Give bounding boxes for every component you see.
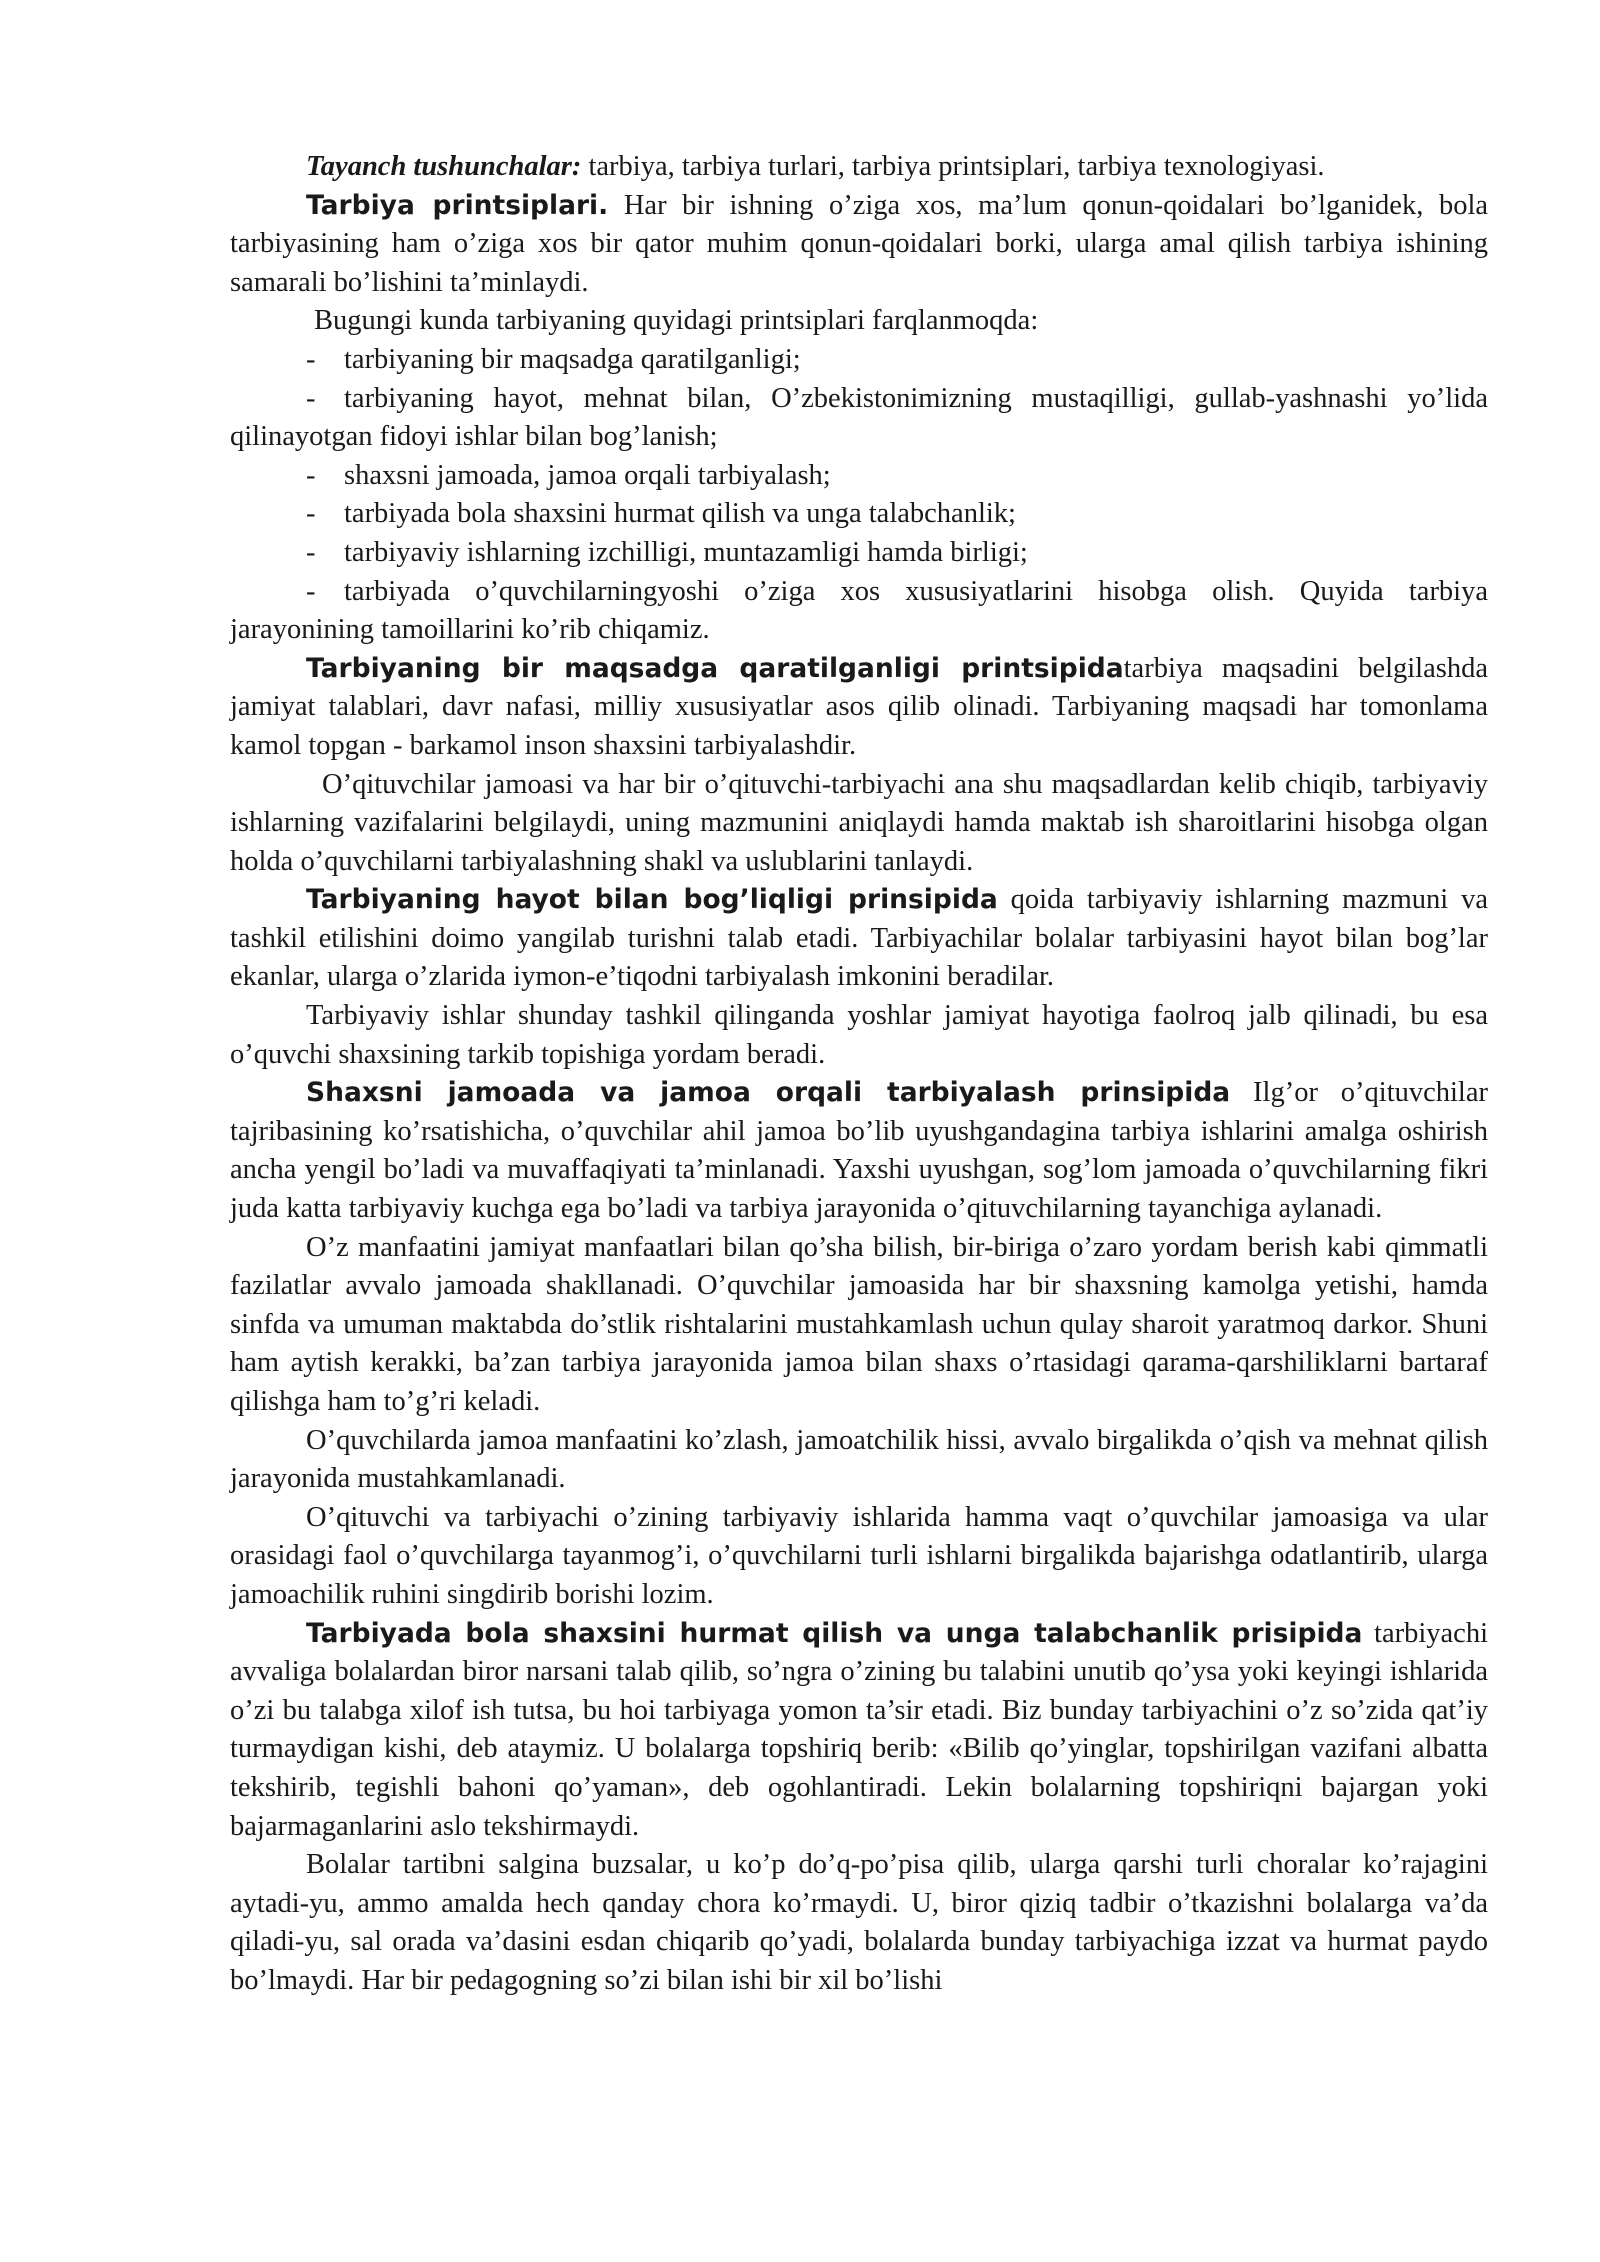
list-item bbox=[230, 380, 1488, 457]
list-item bbox=[230, 573, 1488, 650]
interest-paragraph: O’z manfaatini jamiyat manfaatlari bilan qo’sha bilish, bir-biriga o’zaro yordam berish kabi qimmatli fazilatlar avvalo jamoada shakllanadi. O’quvchilar jamoasida har bir shaxsning kamolga yetishi, hamda sinfda va umuman maktabda do’stlik rishtalarini mustahkamlash uchun qulay sharoit yaratmoq darkor. Shuni ham aytish kerakki, ba’zan tarbiya jarayonida jamoa bilan shaxs o’rtasidagi qarama-qarshiliklarni bartaraf qilishga ham to’g’ri keladi. bbox=[230, 1231, 1488, 1417]
list-item-text: tarbiyaning bir maqsadga qaratilganligi; bbox=[344, 343, 801, 375]
respect-paragraph bbox=[230, 1615, 1488, 1847]
list-dash: - bbox=[306, 459, 316, 491]
list-item bbox=[230, 457, 1488, 496]
list-item-text: tarbiyaning hayot, mehnat bilan, O’zbekistonimizning mustaqilligi, gullab-yashnashi yo’lida qilinayotgan fidoyi ishlar bilan bog’lanish; bbox=[230, 382, 1488, 453]
purpose-text: tarbiya maqsadini belgilashda jamiyat talablari, davr nafasi, milliy xususiyatlar asos qilib olinadi. Tarbiyaning maqsadi har tomonlama kamol topgan - barkamol inson shaxsini tarbiyalashdir. bbox=[230, 652, 1488, 761]
key-concepts-label: Tayanch tushunchalar: bbox=[306, 151, 582, 182]
document-page bbox=[230, 148, 1488, 2001]
teachers-paragraph: O’qituvchilar jamoasi va har bir o’qituvchi-tarbiyachi ana shu maqsadlardan kelib chiqib, tarbiyaviy ishlarning vazifalarini belgilaydi, uning mazmunini aniqlaydi hamda maktab ish sharoitlarini hisobga olgan holda o’quvchilarni tarbiyalashning shakl va uslublarini tanlaydi. bbox=[230, 768, 1488, 877]
principles-intro-text: Har bir ishning o’ziga xos, ma’lum qonun-qoidalari bo’lganidek, bola tarbiyasining ham o’ziga xos bir qator muhim qonun-qoidalari borki, ularga amal qilish tarbiya ishining samarali bo’lishini ta’minlaydi. bbox=[230, 189, 1489, 298]
collective-heading: Shaxsni jamoada va jamoa orqali tarbiyalash prinsipida bbox=[306, 1077, 1231, 1109]
life-text: qoida tarbiyaviy ishlarning mazmuni va tashkil etilishini doimo yangilab turishni talab etadi. Tarbiyachilar bolalar tarbiyasini hayot bilan bog’lar ekanlar, ularga o’zlarida iymon-e’tiqodni tarbiyalash imkonini beradilar. bbox=[230, 884, 1488, 993]
today-intro-paragraph: Bugungi kunda tarbiyaning quyidagi printsiplari farqlanmoqda: bbox=[314, 305, 1039, 337]
list-item-text: tarbiyada bola shaxsini hurmat qilish va unga talabchanlik; bbox=[344, 498, 1016, 530]
respect-heading: Tarbiyada bola shaxsini hurmat qilish va unga talabchanlik prisipida bbox=[306, 1617, 1363, 1649]
list-item bbox=[230, 341, 1488, 380]
list-dash: - bbox=[306, 498, 316, 530]
discipline-paragraph: Bolalar tartibni salgina buzsalar, u ko’p do’q-po’pisa qilib, ularga qarshi turli choralar ko’rajagini aytadi-yu, ammo amalda hech qanday chora ko’rmaydi. U, biror qiziq tadbir o’tkazishni bolalarga va’da qiladi-yu, sal orada va’dasini esdan chiqarib qo’yadi, bolalarda bunday tarbiyachiga izzat va hurmat paydo bo’lmaydi. Har bir pedagogning so’zi bilan ishi bir xil bo’lishi bbox=[230, 1849, 1488, 1996]
list-item bbox=[230, 495, 1488, 534]
purpose-paragraph bbox=[230, 650, 1488, 766]
purpose-heading: Tarbiyaning bir maqsadga qaratilganligi printsipida bbox=[306, 652, 1124, 684]
list-item bbox=[230, 534, 1488, 573]
collective-paragraph bbox=[230, 1074, 1488, 1228]
list-item-text: tarbiyaviy ishlarning izchilligi, muntazamligi hamda birligi; bbox=[344, 536, 1028, 568]
life-heading: Tarbiyaning hayot bilan bog’liqligi prinsipida bbox=[306, 884, 998, 916]
list-dash: - bbox=[306, 575, 316, 607]
key-concepts-text: tarbiya, tarbiya turlari, tarbiya printsiplari, tarbiya texnologiyasi. bbox=[581, 151, 1325, 182]
list-item-text: tarbiyada o’quvchilarningyoshi o’ziga xos xususiyatlarini hisobga olish. Quyida tarbiya jarayonining tamoillarini ko’rib chiqamiz. bbox=[230, 575, 1488, 646]
list-dash: - bbox=[306, 536, 316, 568]
life-paragraph bbox=[230, 881, 1488, 997]
principles-heading: Tarbiya printsiplari. bbox=[306, 189, 609, 221]
collective-text: Ilg’or o’qituvchilar tajribasining ko’rsatishicha, o’quvchilar ahil jamoa bo’lib uyushgandagina tarbiya ishlarini amalga oshirish ancha yengil bo’ladi va muvaffaqiyati ta’minlanadi. Yaxshi uyushgan, sog’lom jamoada o’quvchilarning fikri juda katta tarbiyaviy kuchga ega bo’ladi va tarbiya jarayonida o’qituvchilarning tayanchiga aylanadi. bbox=[230, 1077, 1488, 1225]
list-dash: - bbox=[306, 343, 316, 375]
list-dash: - bbox=[306, 382, 316, 414]
list-item-text: shaxsni jamoada, jamoa orqali tarbiyalash; bbox=[344, 459, 831, 491]
principles-intro-paragraph bbox=[230, 187, 1488, 303]
respect-text: tarbiyachi avvaliga bolalardan biror narsani talab qilib, so’ngra o’zining bu talabini unutib qo’ysa yoki keyingi ishlarida o’zi bu talabga xilof ish tutsa, bu hoi tarbiyaga yomon ta’sir etadi. Biz bunday tarbiyachini o’z so’zida qat’iy turmaydigan kishi, deb ataymiz. U bolalarga topshiriq berib: «Bilib qo’yinglar, topshirilgan vazifani albatta tekshirib, tegishli bahoni qo’yaman», deb ogohlantiradi. Lekin bolalarning topshiriqni bajargan yoki bajarmaganlarini aslo tekshirmaydi. bbox=[230, 1617, 1488, 1842]
pupils-paragraph: O’quvchilarda jamoa manfaatini ko’zlash, jamoatchilik hissi, avvalo birgalikda o’qish va mehnat qilish jarayonida mustahkamlanadi. bbox=[230, 1424, 1488, 1495]
youth-paragraph: Tarbiyaviy ishlar shunday tashkil qilinganda yoshlar jamiyat hayotiga faolroq jalb qilinadi, bu esa o’quvchi shaxsining tarkib topishiga yordam beradi. bbox=[230, 1000, 1488, 1070]
teacher-role-paragraph: O’qituvchi va tarbiyachi o’zining tarbiyaviy ishlarida hamma vaqt o’quvchilar jamoasiga va ular orasidagi faol o’quvchilarga tayanmog’i, o’quvchilarni turli ishlarni birgalikda bajarishga odatlantirib, ularga jamoachilik ruhini singdirib borishi lozim. bbox=[230, 1501, 1488, 1610]
key-concepts-paragraph bbox=[230, 148, 1488, 187]
